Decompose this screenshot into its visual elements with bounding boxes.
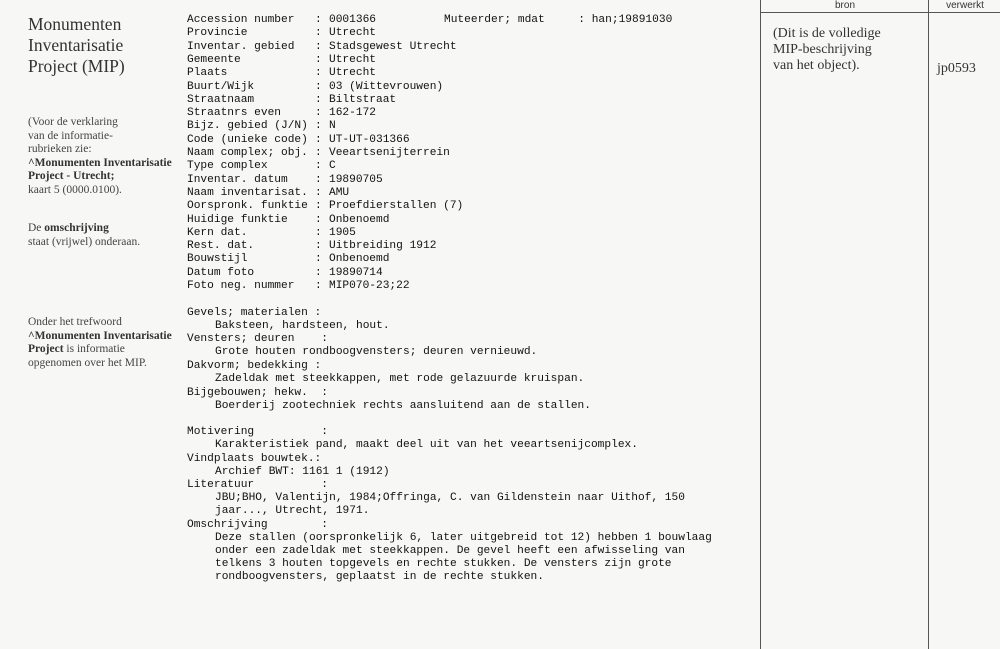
sidebar-note-description: De omschrijving staat (vrijwel) onderaan. <box>28 222 141 248</box>
field-separator: : <box>315 147 322 159</box>
section-text: Boerderij zootechniek rechts aansluitend aan de stallen. <box>215 400 591 412</box>
mutator-line: Muteerder; mdat : han;19891030 <box>444 14 673 26</box>
field-value: Onbenoemd <box>329 213 390 226</box>
field-row <box>187 120 336 133</box>
field-value: 03 (Wittevrouwen) <box>329 80 444 93</box>
section-text: rondboogvensters, geplaatst in de rechte stukken. <box>215 571 544 583</box>
field-row <box>187 200 463 213</box>
field-separator: : <box>315 80 322 93</box>
section-heading: Vensters; deuren : <box>187 333 328 345</box>
bron-cell: (Dit is de volledige MIP-beschrijving van het object). <box>773 26 881 73</box>
field-row <box>187 267 383 280</box>
field-row <box>187 14 376 27</box>
field-row <box>187 214 389 227</box>
field-value: 162-172 <box>329 107 376 120</box>
section-text: Grote houten rondboogvensters; deuren vernieuwd. <box>215 346 538 358</box>
section-text: JBU;BHO, Valentijn, 1984;Offringa, C. van Gildenstein naar Uithof, 150 <box>215 492 685 504</box>
field-row <box>187 54 376 67</box>
field-row <box>187 147 450 160</box>
field-row <box>187 187 349 200</box>
field-value: Onbenoemd <box>329 253 390 266</box>
field-separator: : <box>315 186 322 199</box>
field-separator: : <box>315 53 322 66</box>
description-section <box>187 387 591 413</box>
section-text: Karakteristiek pand, maakt deel uit van het veeartsenijcomplex. <box>215 439 638 451</box>
section-heading: Literatuur : <box>187 479 328 491</box>
field-row <box>187 227 356 240</box>
section-text: Archief BWT: 1161 1 (1912) <box>215 466 390 478</box>
field-label: Bouwstijl <box>187 253 248 266</box>
field-label: Huidige funktie <box>187 213 288 226</box>
field-row <box>187 41 457 54</box>
field-value: Utrecht <box>329 53 376 66</box>
field-value: Uitbreiding 1912 <box>329 240 437 253</box>
field-separator: : <box>315 120 322 133</box>
field-label: Kern dat. <box>187 226 248 239</box>
section-heading: Omschrijving : <box>187 519 328 531</box>
field-label: Oorspronk. funktie <box>187 200 308 213</box>
field-row <box>187 134 410 147</box>
field-value: N <box>329 120 336 133</box>
field-separator: : <box>315 133 322 146</box>
sidebar <box>0 0 176 649</box>
sidebar-note-keyword: Onder het trefwoord ^Monumenten Inventarisatie Project is informatie opgenomen over het MIP. <box>28 316 172 369</box>
field-label: Inventar. gebied <box>187 40 295 53</box>
section-heading: Bijgebouwen; hekw. : <box>187 387 328 399</box>
section-text: Baksteen, hardsteen, hout. <box>215 320 390 332</box>
field-value: Veeartsenijterrein <box>329 147 450 159</box>
field-row <box>187 240 436 253</box>
description-section <box>187 360 584 386</box>
field-row <box>187 94 396 107</box>
field-row <box>187 280 410 293</box>
field-separator: : <box>315 266 322 279</box>
field-value: Stadsgewest Utrecht <box>329 40 457 53</box>
field-row <box>187 107 376 120</box>
description-section <box>187 519 712 584</box>
field-separator: : <box>315 160 322 173</box>
section-heading: Vindplaats bouwtek.: <box>187 453 322 465</box>
field-separator: : <box>315 107 322 120</box>
field-label: Type complex <box>187 160 268 173</box>
keyword-link-cont[interactable]: Project <box>28 343 64 355</box>
field-label: Code (unieke code) <box>187 133 308 146</box>
field-label: Naam inventarisat. <box>187 186 308 199</box>
field-label: Gemeente <box>187 53 241 66</box>
field-value: Proefdierstallen (7) <box>329 200 464 213</box>
field-row <box>187 27 376 40</box>
field-separator: : <box>315 14 322 26</box>
field-row <box>187 253 389 266</box>
field-separator: : <box>315 240 322 253</box>
field-label: Provincie <box>187 27 248 40</box>
field-label: Buurt/Wijk <box>187 80 255 93</box>
description-section <box>187 453 390 479</box>
description-section <box>187 426 638 452</box>
section-text: jaar..., Utrecht, 1971. <box>215 505 370 517</box>
field-label: Inventar. datum <box>187 173 288 186</box>
section-text: Zadeldak met steekkappen, met rode gelazuurde kruispan. <box>215 373 585 385</box>
section-heading: Dakvorm; bedekking : <box>187 360 322 372</box>
field-label: Foto neg. nummer <box>187 280 295 292</box>
source-table <box>760 0 1000 649</box>
field-label: Plaats <box>187 67 228 80</box>
field-label: Accession number <box>187 14 295 26</box>
section-text: Deze stallen (oorspronkelijk 6, later uitgebreid tot 12) hebben 1 bouwlaag <box>215 532 712 544</box>
field-value: 19890705 <box>329 173 383 186</box>
description-section <box>187 307 390 333</box>
field-value: UT-UT-031366 <box>329 133 410 146</box>
field-separator: : <box>315 173 322 186</box>
field-value: Utrecht <box>329 67 376 80</box>
field-label: Naam complex; obj. <box>187 147 308 159</box>
field-row <box>187 160 336 173</box>
field-label: Straatnaam <box>187 93 255 106</box>
field-separator: : <box>315 27 322 40</box>
column-header-bron: bron <box>761 0 929 13</box>
field-value: C <box>329 160 336 173</box>
field-label: Straatnrs even <box>187 107 281 120</box>
field-row <box>187 67 376 80</box>
section-text: telkens 3 houten topgevels en rechte stukken. De vensters zijn grote <box>215 558 672 570</box>
verwerkt-cell: jp0593 <box>937 61 976 76</box>
field-value: AMU <box>329 186 350 199</box>
field-label: Rest. dat. <box>187 240 255 253</box>
column-divider <box>928 0 929 649</box>
field-separator: : <box>315 200 322 213</box>
field-separator: : <box>315 226 322 239</box>
field-value: MIP070-23;22 <box>329 280 410 292</box>
field-row <box>187 174 383 187</box>
column-header-verwerkt: verwerkt <box>929 0 1000 13</box>
field-label: Bijz. gebied (J/N) <box>187 120 308 133</box>
description-section <box>187 479 685 518</box>
field-separator: : <box>315 40 322 53</box>
field-separator: : <box>315 253 322 266</box>
keyword-link[interactable]: ^Monumenten Inventarisatie <box>28 329 172 342</box>
field-row <box>187 81 443 94</box>
field-value: Biltstraat <box>329 93 397 106</box>
reference-link-cont[interactable]: Project - Utrecht; <box>28 170 115 182</box>
field-separator: : <box>315 67 322 80</box>
field-separator: : <box>315 213 322 226</box>
field-value: 0001366 <box>329 14 376 26</box>
description-section <box>187 333 537 359</box>
sidebar-title: Monumenten Inventarisatie Project (MIP) <box>28 14 125 76</box>
field-label: Datum foto <box>187 266 255 279</box>
field-value: Utrecht <box>329 27 376 40</box>
section-heading: Motivering : <box>187 426 328 438</box>
reference-link[interactable]: ^Monumenten Inventarisatie <box>28 156 172 169</box>
field-value: 19890714 <box>329 266 383 279</box>
field-separator: : <box>315 93 322 106</box>
field-value: 1905 <box>329 226 356 239</box>
field-separator: : <box>315 280 322 292</box>
sidebar-note-legend: (Voor de verklaring van de informatie- rubrieken zie: ^Monumenten Inventarisatie Project - Utrecht; kaart 5 (0000.0100). <box>28 116 172 196</box>
section-heading: Gevels; materialen : <box>187 307 322 319</box>
section-text: onder een zadeldak met steekkappen. De gevel heeft een afwisseling van <box>215 545 685 557</box>
